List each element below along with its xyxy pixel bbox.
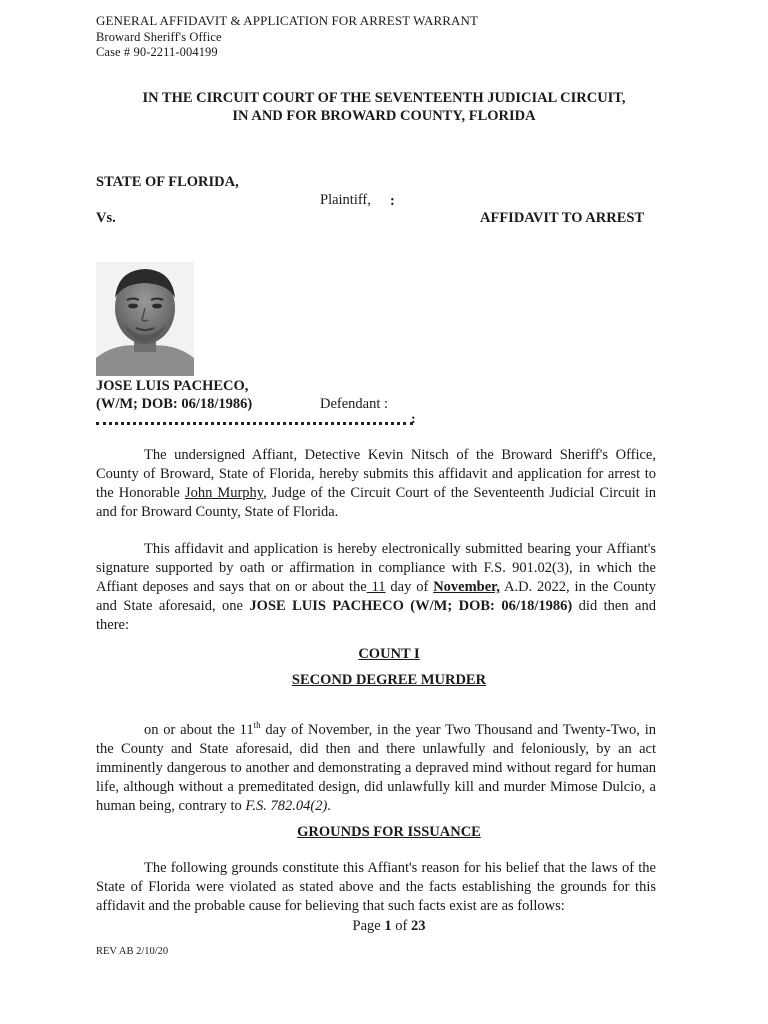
divider-colon: : (411, 412, 416, 427)
ordinal-suffix: th (253, 720, 261, 730)
page-number (0, 918, 768, 935)
intro-text-a: The undersigned Affiant, Detective Kevin Nitsch of the Broward Sheriff's Office, County of Broward, State of Florida, hereby submits this affidavit and application for arrest to the Honorable (96, 447, 656, 501)
count-title: COUNT I (358, 646, 420, 662)
agency-name: Broward Sheriff's Office (96, 30, 222, 44)
defendant-label: Defendant : (320, 396, 389, 412)
plaintiff-label: Plaintiff, (320, 192, 371, 208)
vs-label: Vs. (96, 210, 116, 226)
judge-name: John Murphy (184, 485, 264, 501)
count-text-b: day of November, in the year Two Thousand and Twenty-Two, in the County and State aforesaid, did then and there unlawfully and feloniously, by an act imminently dangerous to another and demonstrating a depraved mind without regard for human life, although without a premeditated design, did unlawfully kill and murder Mimose Dulcio, a human being, contrary to (96, 721, 656, 814)
page-current: 1 (384, 918, 392, 934)
page-of: of (391, 918, 411, 934)
revision-code: REV AB 2/10/20 (96, 946, 169, 957)
submission-paragraph (96, 540, 656, 635)
submission-text-b: day of (385, 579, 434, 595)
defendant-photo (96, 262, 194, 376)
page-total: 23 (410, 918, 426, 934)
plaintiff-colon: : (390, 193, 395, 209)
statute-citation: F.S. 782.04(2) (245, 797, 328, 814)
count-text-c: . (327, 797, 331, 814)
grounds-title: GROUNDS FOR ISSUANCE (297, 824, 481, 840)
document-title: AFFIDAVIT TO ARREST (480, 210, 645, 226)
offense-month: November, (433, 579, 500, 595)
charge-title: SECOND DEGREE MURDER (291, 672, 487, 688)
grounds-text: The following grounds constitute this Affiant's reason for his belief that the laws of the State of Florida were violated as stated above and the facts establishing the grounds for this affidavit and the probable cause for believing that such facts exist are as follows: (96, 860, 656, 914)
submission-text-c: A.D. 2022, in the County and State aforesaid, one (96, 579, 656, 614)
submission-defendant: JOSE LUIS PACHECO (W/M; DOB: 06/18/1986) (249, 598, 573, 614)
intro-paragraph (96, 446, 656, 522)
form-title: GENERAL AFFIDAVIT & APPLICATION FOR ARREST WARRANT (96, 13, 479, 28)
defendant-name: JOSE LUIS PACHECO, (96, 378, 249, 394)
submission-text-a: This affidavit and application is hereby electronically submitted bearing your Affiant's signature supported by oath or affirmation in compliance with F.S. 901.02(3), in which the Affiant deposes and says that on or about the (96, 541, 656, 595)
court-heading-line2: IN AND FOR BROWARD COUNTY, FLORIDA (232, 108, 536, 124)
state-of-florida: STATE OF FLORIDA, (96, 174, 239, 190)
court-heading-line1: IN THE CIRCUIT COURT OF THE SEVENTEENTH JUDICIAL CIRCUIT, (142, 90, 626, 106)
page-prefix: Page (352, 918, 385, 934)
intro-text-b: , Judge of the Circuit Court of the Seventeenth Judicial Circuit in and for Broward County, State of Florida. (96, 485, 656, 520)
count-paragraph (96, 716, 656, 816)
dotted-divider (96, 416, 413, 425)
offense-day: 11 (366, 579, 386, 595)
grounds-paragraph (96, 859, 656, 916)
count-text-a: on or about the 11 (144, 721, 254, 738)
submission-text-d: did then and there: (96, 598, 656, 633)
defendant-info: (W/M; DOB: 06/18/1986) (96, 396, 253, 412)
case-number: Case # 90-2211-004199 (96, 45, 218, 59)
